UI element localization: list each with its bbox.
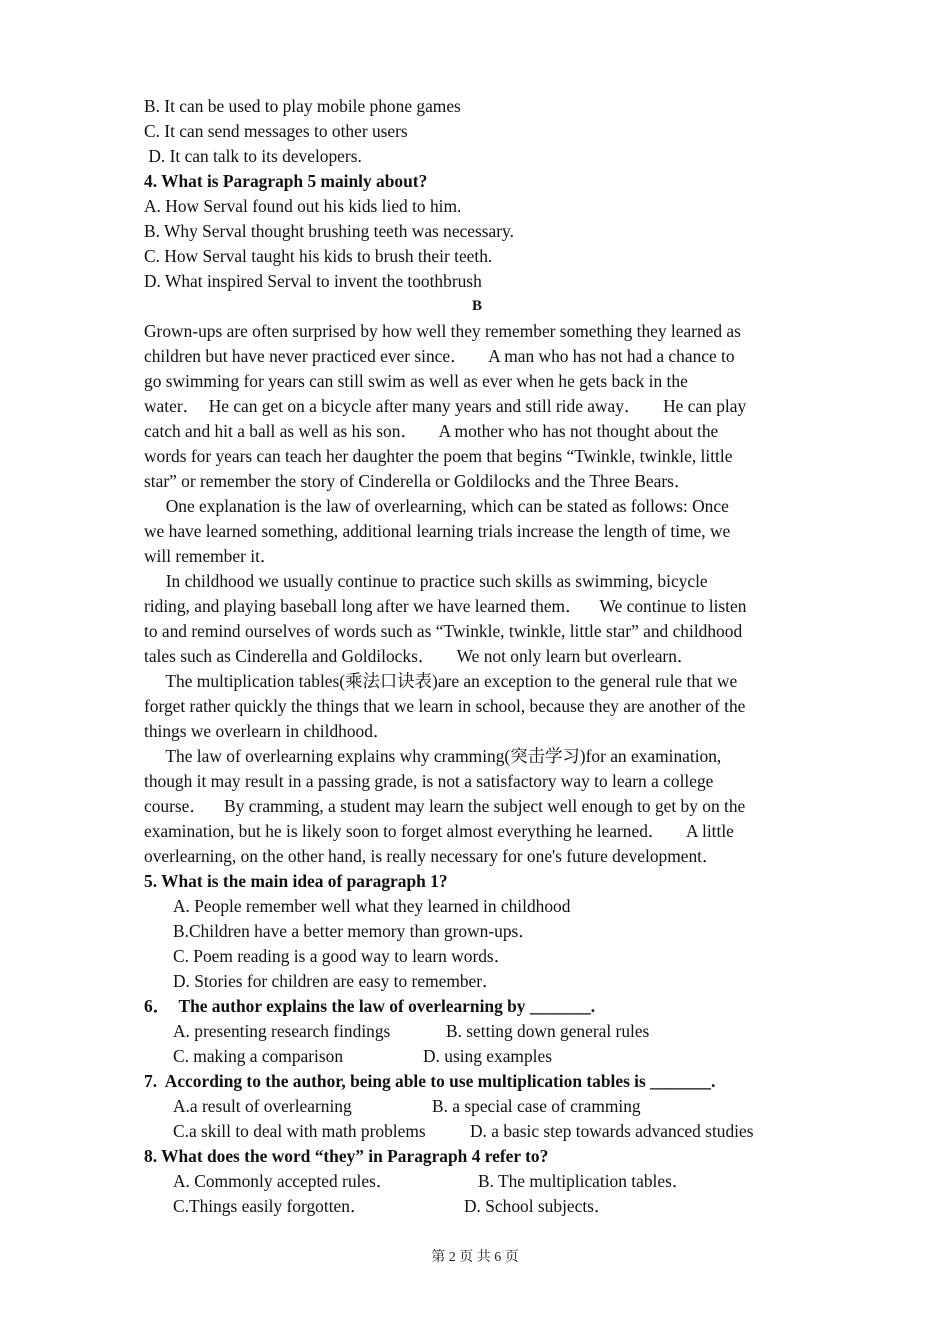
section-heading-b: B bbox=[471, 298, 482, 314]
q7-option-d: D. a basic step towards advanced studies bbox=[470, 1121, 754, 1141]
passage-line: tales such as Cinderella and Goldilocks． We not only learn but overlearn． bbox=[144, 646, 695, 666]
q5-option-a: A. People remember well what they learned in childhood bbox=[173, 896, 571, 916]
q7-options-row-2 bbox=[144, 1119, 810, 1144]
passage-paragraph-2 bbox=[144, 494, 810, 569]
passage-line: words for years can teach her daughter the poem that begins “Twinkle, twinkle, little bbox=[144, 446, 733, 466]
q6-option-b: B. setting down general rules bbox=[446, 1021, 650, 1041]
q5-question: 5. What is the main idea of paragraph 1? bbox=[144, 871, 448, 891]
passage-line: In childhood we usually continue to practice such skills as swimming, bicycle bbox=[144, 571, 708, 591]
passage-line: riding, and playing baseball long after we have learned them． We continue to listen bbox=[144, 596, 747, 616]
passage-line: will remember it． bbox=[144, 546, 278, 566]
q8-option-a: A. Commonly accepted rules． bbox=[173, 1171, 394, 1191]
q5-option-c: C. Poem reading is a good way to learn words． bbox=[173, 946, 512, 966]
q3-option-c: C. It can send messages to other users bbox=[144, 121, 408, 141]
passage-paragraph-5 bbox=[144, 744, 810, 869]
passage-paragraph-3 bbox=[144, 569, 810, 669]
q8-question: 8. What does the word “they” in Paragraph 4 refer to? bbox=[144, 1146, 549, 1166]
q4-option-c: C. How Serval taught his kids to brush their teeth. bbox=[144, 246, 493, 266]
passage-line: overlearning, on the other hand, is really necessary for one's future development． bbox=[144, 846, 720, 866]
q8-option-d: D. School subjects． bbox=[464, 1196, 612, 1216]
passage-line: course． By cramming, a student may learn the subject well enough to get by on the bbox=[144, 796, 746, 816]
passage-line: catch and hit a ball as well as his son． A mother who has not thought about the bbox=[144, 421, 719, 441]
passage-line: things we overlearn in childhood． bbox=[144, 721, 391, 741]
q4-option-b: B. Why Serval thought brushing teeth was necessary. bbox=[144, 221, 514, 241]
q7-option-b: B. a special case of cramming bbox=[432, 1096, 641, 1116]
passage-line: to and remind ourselves of words such as “Twinkle, twinkle, little star” and childhood bbox=[144, 621, 743, 641]
passage-line: children but have never practiced ever since． A man who has not had a chance to bbox=[144, 346, 735, 366]
q4-question: 4. What is Paragraph 5 mainly about? bbox=[144, 171, 428, 191]
passage-line: forget rather quickly the things that we learn in school, because they are another of the bbox=[144, 696, 746, 716]
passage-paragraph-1 bbox=[144, 319, 810, 494]
passage-line: Grown-ups are often surprised by how well they remember something they learned as bbox=[144, 321, 741, 341]
document-page bbox=[144, 94, 810, 1219]
q8-option-c: C.Things easily forgotten． bbox=[173, 1196, 368, 1216]
passage-line: The law of overlearning explains why cramming(突击学习)for an examination, bbox=[144, 746, 722, 766]
q7-question: 7. According to the author, being able to use multiplication tables is _______. bbox=[144, 1071, 716, 1091]
passage-line: though it may result in a passing grade, is not a satisfactory way to learn a college bbox=[144, 771, 714, 791]
passage-line: examination, but he is likely soon to forget almost everything he learned． A little bbox=[144, 821, 734, 841]
q6-option-c: C. making a comparison bbox=[173, 1046, 344, 1066]
passage-line: The multiplication tables(乘法口诀表)are an exception to the general rule that we bbox=[144, 671, 738, 691]
q8-options-row-2 bbox=[144, 1194, 810, 1219]
passage-line: One explanation is the law of overlearning, which can be stated as follows: Once bbox=[144, 496, 729, 516]
q4-option-a: A. How Serval found out his kids lied to him. bbox=[144, 196, 462, 216]
q7-option-a: A.a result of overlearning bbox=[173, 1096, 352, 1116]
q3-option-b: B. It can be used to play mobile phone games bbox=[144, 96, 461, 116]
q3-option-d: D. It can talk to its developers. bbox=[144, 146, 362, 166]
passage-line: water． He can get on a bicycle after many years and still ride away． He can play bbox=[144, 396, 747, 416]
q8-options-row-1 bbox=[144, 1169, 810, 1194]
q7-options-row-1 bbox=[144, 1094, 810, 1119]
q6-option-a: A. presenting research findings bbox=[173, 1021, 391, 1041]
q8-option-b: B. The multiplication tables． bbox=[478, 1171, 690, 1191]
q6-option-d: D. using examples bbox=[423, 1046, 552, 1066]
page-footer: 第 2 页 共 6 页 bbox=[431, 1250, 519, 1265]
q4-option-d: D. What inspired Serval to invent the toothbrush bbox=[144, 271, 482, 291]
q6-question: 6． The author explains the law of overlearning by _______. bbox=[144, 996, 596, 1016]
q5-option-d: D. Stories for children are easy to remember． bbox=[173, 971, 500, 991]
passage-line: star” or remember the story of Cinderella or Goldilocks and the Three Bears． bbox=[144, 471, 692, 491]
q7-option-c: C.a skill to deal with math problems bbox=[173, 1121, 426, 1141]
q6-options-row-2 bbox=[144, 1044, 810, 1069]
passage-line: we have learned something, additional learning trials increase the length of time, we bbox=[144, 521, 731, 541]
passage-paragraph-4 bbox=[144, 669, 810, 744]
q6-options-row-1 bbox=[144, 1019, 810, 1044]
passage-line: go swimming for years can still swim as well as ever when he gets back in the bbox=[144, 371, 688, 391]
q5-option-b: B.Children have a better memory than grown-ups． bbox=[173, 921, 536, 941]
